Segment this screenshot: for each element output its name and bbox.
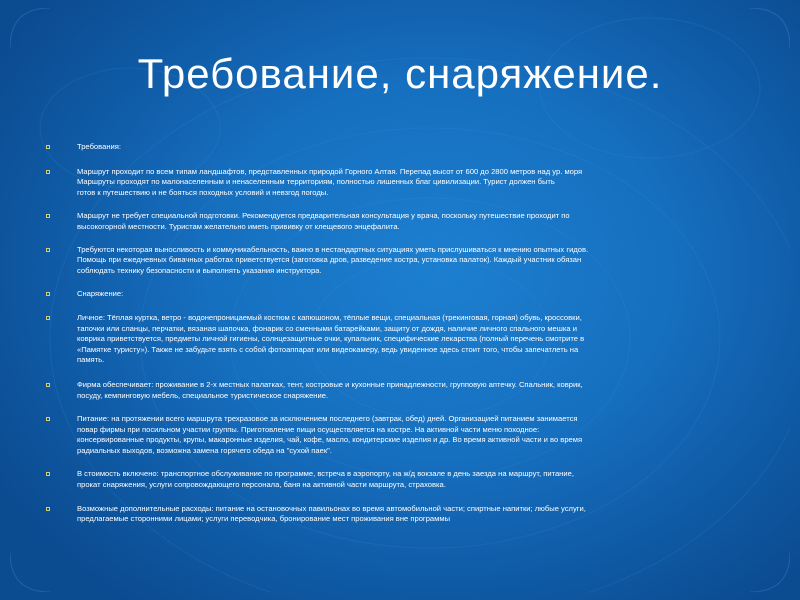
bullet-text: В стоимость включено: транспортное обслуживание по программе, встреча в аэропорту, на ж/д вокзале в день заезда на маршрут, питание, прокат снаряжения, услуги сопровождающего персонала, баня на активной части маршрута, страховка.: [77, 469, 574, 490]
bullet-item: [46, 380, 752, 401]
bullet-text: Фирма обеспечивает: проживание в 2-х местных палатках, тент, костровые и кухонные принадлежности, групповую аптечку. Спальник, коврик, посуду, кемпинговую мебель, специальное туристическое снаряжение.: [77, 379, 583, 400]
bullet-item: [46, 313, 752, 366]
bullet-item: [46, 504, 752, 525]
bullet-text: Требуются некоторая выносливость и коммуникабельность, важно в нестандартных ситуациях уметь прислушиваться к мнению опытных гидов. Помощь при ежедневных бивачных работах приветствуется (заготовка дров, разведение костра, установка палаток). Каждый участник обязан соблюдать технику безопасности и выполнять указания инструктора.: [77, 244, 589, 275]
bullet-text: Маршрут не требует специальной подготовки. Рекомендуется предварительная консультация у врача, поскольку путешествие проходит по высокогорной местности. Туристам желательно иметь прививку от клещевого энцефалита.: [77, 211, 570, 231]
bullet-item: [46, 211, 752, 232]
square-bullet-icon: [46, 472, 50, 476]
slide-title: Требование, снаряжение.: [137, 50, 663, 97]
square-bullet-icon: [46, 316, 50, 320]
bullet-item: [46, 289, 752, 300]
bullet-text: Личное: Тёплая куртка, ветро - водонепроницаемый костюм с капюшоном, тёплые вещи, специальная (трекинговая, горная) обувь, кроссовки, тапочки или сланцы, перчатки, вязаная шапочка, фонарик со сменными батарейками, защиту от дождя, наличие личного спального мешка и коврика приветствуется, предметы личной гигиены, солнцезащитные очки, купальник, специфические лекарства (полный перечень смотрите в «Памятке туристу»). Также не забудьте взять с собой фотоаппарат или видеокамеру, ведь увиденное здесь стоит того, чтобы запечатлеть на память.: [77, 312, 585, 365]
bullet-text: Требования:: [77, 142, 121, 151]
bullet-item: [46, 142, 752, 153]
square-bullet-icon: [46, 507, 50, 511]
square-bullet-icon: [46, 214, 50, 218]
square-bullet-icon: [46, 292, 50, 296]
square-bullet-icon: [46, 383, 50, 387]
bullet-item: [46, 414, 752, 456]
bullet-text: Снаряжение:: [77, 289, 124, 299]
square-bullet-icon: [46, 170, 50, 174]
square-bullet-icon: [46, 248, 50, 252]
bullet-item: [46, 167, 752, 199]
bullet-text: Питание: на протяжении всего маршрута трехразовое за исключением последнего (завтрак, обед) дней. Организацией питанием занимается повар фирмы при посильном участии группы. Приготовление пищи осуществляется на костре. На активной части меню походное: консервированные продукты, крупы, макаронные изделия, чай, кофе, масло, кондитерские изделия и др. Во время активной части и во время радиальных выходов, возможна замена горячего обеда на "сухой паек".: [77, 414, 583, 455]
bullet-text: Возможные дополнительные расходы: питание на остановочных павильонах во время автомобильной части; спиртные напитки; любые услуги, предлагаемые сторонними лицами; услуги переводчика, бронирование мест проживания вне программы: [77, 503, 586, 524]
bullet-item: [46, 469, 752, 490]
square-bullet-icon: [46, 145, 50, 149]
square-bullet-icon: [46, 417, 50, 421]
slide-content: [46, 142, 752, 525]
bullet-text: Маршрут проходит по всем типам ландшафтов, представленных природой Горного Алтая. Перепад высот от 600 до 2800 метров над ур. моря Маршруты проходят по малонаселенным и ненаселенным территориям, полностью лишенных благ цивилизации. Турист должен быть готов к путешествию и не бояться походных условий и невзгод погоды.: [77, 166, 583, 197]
bullet-item: [46, 245, 752, 277]
